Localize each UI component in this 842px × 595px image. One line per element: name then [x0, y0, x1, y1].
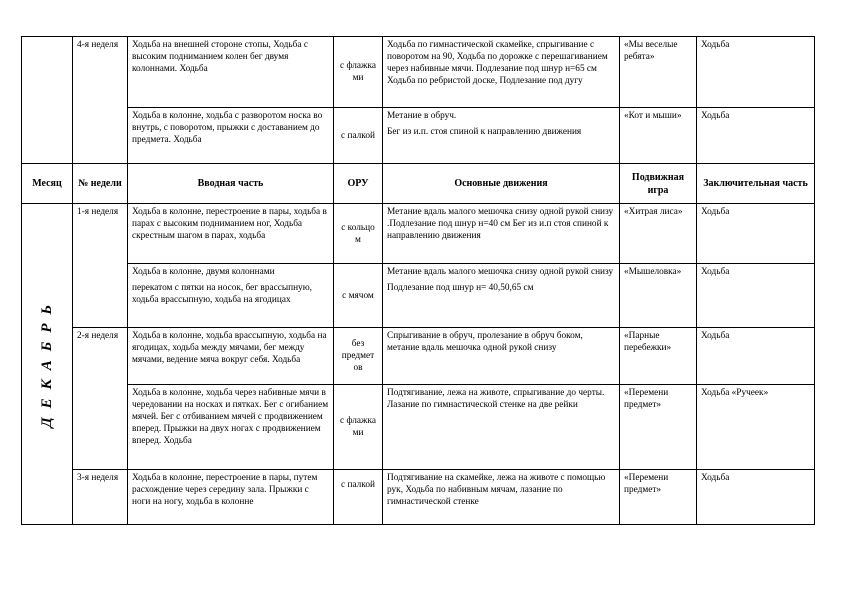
game-cell: «Хитрая лиса» [620, 204, 697, 264]
main-movements-cell: Подтягивание, лежа на животе, спрыгивание до черты. Лазание по гимнастической стенке на две рейки [383, 385, 620, 470]
main-movements-cell: Метание вдаль малого мешочка снизу одной рукой снизу .Подлезание под шнур н=40 см Бег из и.п стоя спиной к направлению движения [383, 204, 620, 264]
final-cell: Ходьба [697, 264, 815, 328]
table-row [22, 470, 815, 525]
intro-cell: Ходьба в колонне, перестроение в пары, путем расхождение через середину зала. Прыжки с ноги на ногу, ходьба в колонне [128, 470, 334, 525]
month-cell-empty [22, 37, 73, 164]
intro-cell: Ходьба в колонне, перестроение в пары, ходьба в парах с высоким подниманием ног, Ходьба скрестным шагом в парах, ходьба [128, 204, 334, 264]
header-oru: ОРУ [334, 164, 383, 204]
header-intro: Вводная часть [128, 164, 334, 204]
intro-cell [128, 264, 334, 328]
game-cell: «Перемени предмет» [620, 385, 697, 470]
header-month: Месяц [22, 164, 73, 204]
table-row [22, 385, 815, 470]
month-cell [22, 204, 73, 525]
week-cell: 4-я неделя [73, 37, 128, 164]
main-text: Подлезание под шнур н= 40,50,65 см [387, 283, 534, 293]
table-row [22, 204, 815, 264]
table-row [22, 328, 815, 385]
main-text: Метание вдаль малого мешочка снизу одной рукой снизу [387, 267, 614, 277]
final-cell: Ходьба [697, 108, 815, 164]
main-text: Метание в обруч. [387, 111, 457, 121]
main-movements-cell [383, 264, 620, 328]
game-cell: «Парные перебежки» [620, 328, 697, 385]
header-game: Подвижная игра [620, 164, 697, 204]
week-cell: 2-я неделя [73, 328, 128, 470]
table-row [22, 108, 815, 164]
main-movements-cell: Спрыгивание в обруч, пролезание в обруч боком, метание вдаль мешочка одной рукой снизу [383, 328, 620, 385]
oru-cell: без предмет ов [334, 328, 383, 385]
final-cell: Ходьба [697, 37, 815, 108]
header-final: Заключительная часть [697, 164, 815, 204]
intro-text: Ходьба в колонне, двумя колоннами [132, 267, 275, 277]
oru-cell: с мячом [334, 264, 383, 328]
oru-cell: с палкой [334, 108, 383, 164]
main-text: Бег из и.п. стоя спиной к направлению движения [387, 127, 582, 137]
game-cell: «Перемени предмет» [620, 470, 697, 525]
intro-cell: Ходьба в колонне, ходьба с разворотом носка во внутрь, с поворотом, прыжки с доставанием до предмета. Ходьба [128, 108, 334, 164]
table-row [22, 264, 815, 328]
final-cell: Ходьба [697, 204, 815, 264]
week-cell: 1-я неделя [73, 204, 128, 328]
game-cell: «Мышеловка» [620, 264, 697, 328]
lesson-plan-table [21, 36, 815, 525]
header-main: Основные движения [383, 164, 620, 204]
intro-cell: Ходьба в колонне, ходьба через набивные мячи в чередовании на носках и пятках. Бег с огибанием мячей. Бег с отбиванием мячей с продвижением вперед. Прыжки на двух ногах с продвижением вперед. Ходьба [128, 385, 334, 470]
oru-cell: с флажка ми [334, 37, 383, 108]
table-header-row [22, 164, 815, 204]
main-movements-cell [383, 108, 620, 164]
main-movements-cell: Подтягивание на скамейке, лежа на животе с помощью рук, Ходьба по набивным мячам, лазание по гимнастической стенке [383, 470, 620, 525]
intro-text: перекатом с пятки на носок, бег врассыпную, ходьба врассыпную, ходьба на ягодицах [132, 283, 312, 305]
month-label: ДЕКАБРЬ [39, 296, 55, 428]
game-cell: «Мы веселые ребята» [620, 37, 697, 108]
final-cell: Ходьба «Ручеек» [697, 385, 815, 470]
main-movements-cell: Ходьба по гимнастической скамейке, спрыгивание с поворотом на 90, Ходьба по дорожке с перешагиванием через набивные мячи. Подлезание под шнур н=65 см Ходьба по ребристой доске, Подлезание под дугу [383, 37, 620, 108]
oru-cell: с флажка ми [334, 385, 383, 470]
header-week: № недели [73, 164, 128, 204]
intro-cell: Ходьба на внешней стороне стопы, Ходьба с высоким подниманием колен бег двумя колоннами. Ходьба [128, 37, 334, 108]
final-cell: Ходьба [697, 328, 815, 385]
oru-cell: с кольцо м [334, 204, 383, 264]
week-cell: 3-я неделя [73, 470, 128, 525]
table-row [22, 37, 815, 108]
game-cell: «Кот и мыши» [620, 108, 697, 164]
intro-cell: Ходьба в колонне, ходьба врассыпную, ходьба на ягодицах, ходьба между мячами, бег между мячами, ведение мяча вокруг себя. Ходьба [128, 328, 334, 385]
oru-cell: с палкой [334, 470, 383, 525]
final-cell: Ходьба [697, 470, 815, 525]
